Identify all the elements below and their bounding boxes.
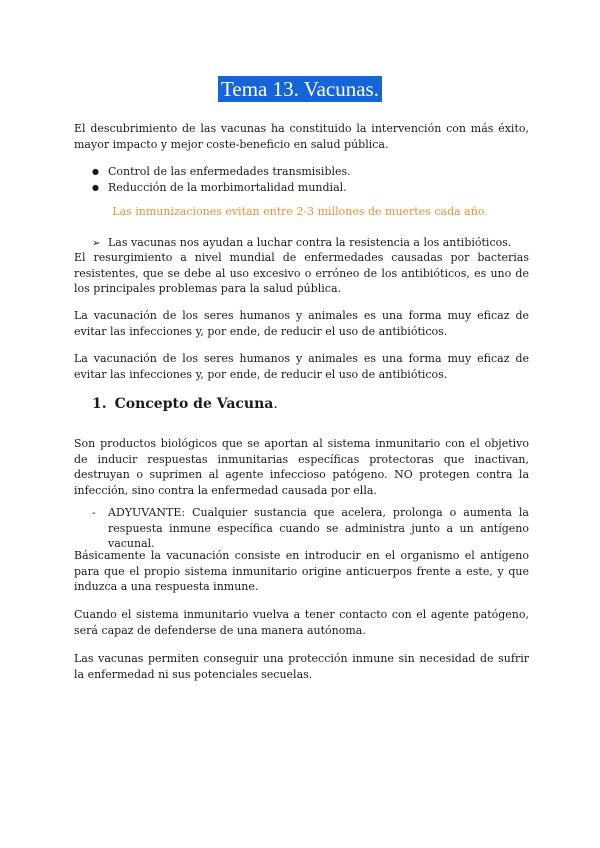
title-container: [0, 76, 600, 102]
list-item: ● Reducción de la morbimortalidad mundial.: [92, 180, 351, 196]
section-heading-text: Concepto de Vacuna: [114, 396, 274, 412]
section-heading: [92, 396, 278, 412]
basics-paragraph: Básicamente la vacunación consiste en introducir en el organismo el antígeno para que el propio sistema inmunitario origine anticuerpos frente a este, y que induzca a una respuesta inmune.: [74, 549, 529, 593]
section-heading-suffix: .: [273, 396, 278, 412]
dash-bullet: -: [92, 506, 96, 519]
page-title: Tema 13. Vacunas.: [218, 76, 382, 102]
vaccination-paragraph-2: La vacunación de los seres humanos y animales es una forma muy eficaz de evitar las infecciones y, por ende, de reducir el uso de antibióticos.: [74, 352, 529, 381]
adjuvant-text: ADYUVANTE: Cualquier sustancia que acelera, prolonga o aumenta la respuesta inmune específica cuando se administra junto a un antígeno vacunal.: [108, 506, 529, 550]
adjuvant-item: [92, 505, 529, 552]
protection-paragraph: Las vacunas permiten conseguir una protección inmune sin necesidad de sufrir la enfermedad ni sus potenciales secuelas.: [74, 652, 529, 681]
intro-paragraph: El descubrimiento de las vacunas ha constituido la intervención con más éxito, mayor impacto y mejor coste-beneficio en salud pública.: [74, 122, 529, 151]
arrow-bullet-icon: ➢: [92, 238, 101, 249]
highlight-text: Las inmunizaciones evitan entre 2-3 millones de muertes cada año.: [112, 205, 488, 218]
arrow-item-text: Las vacunas nos ayudan a luchar contra la resistencia a los antibióticos.: [108, 236, 512, 249]
list-item: ● Control de las enfermedades transmisibles.: [92, 164, 351, 180]
contact-paragraph: Cuando el sistema inmunitario vuelva a tener contacto con el agente patógeno, será capaz de defenderse de una manera autónoma.: [74, 608, 529, 637]
resistance-paragraph: El resurgimiento a nivel mundial de enfermedades causadas por bacterias resistentes, que se debe al uso excesivo o erróneo de los antibióticos, es uno de los principales problemas para la salud pública.: [74, 251, 529, 295]
section-number: 1.: [92, 396, 107, 412]
bullet-list: [92, 164, 351, 196]
definition-paragraph: Son productos biológicos que se aportan al sistema inmunitario con el objetivo de inducir respuestas inmunitarias específicas protectoras que inactivan, destruyan o suprimen al agente infeccioso patógeno. NO protegen contra la infección, sino contra la enfermedad causada por ella.: [74, 437, 529, 497]
arrow-list-item: [92, 235, 511, 251]
vaccination-paragraph-1: La vacunación de los seres humanos y animales es una forma muy eficaz de evitar las infecciones y, por ende, de reducir el uso de antibióticos.: [74, 309, 529, 338]
